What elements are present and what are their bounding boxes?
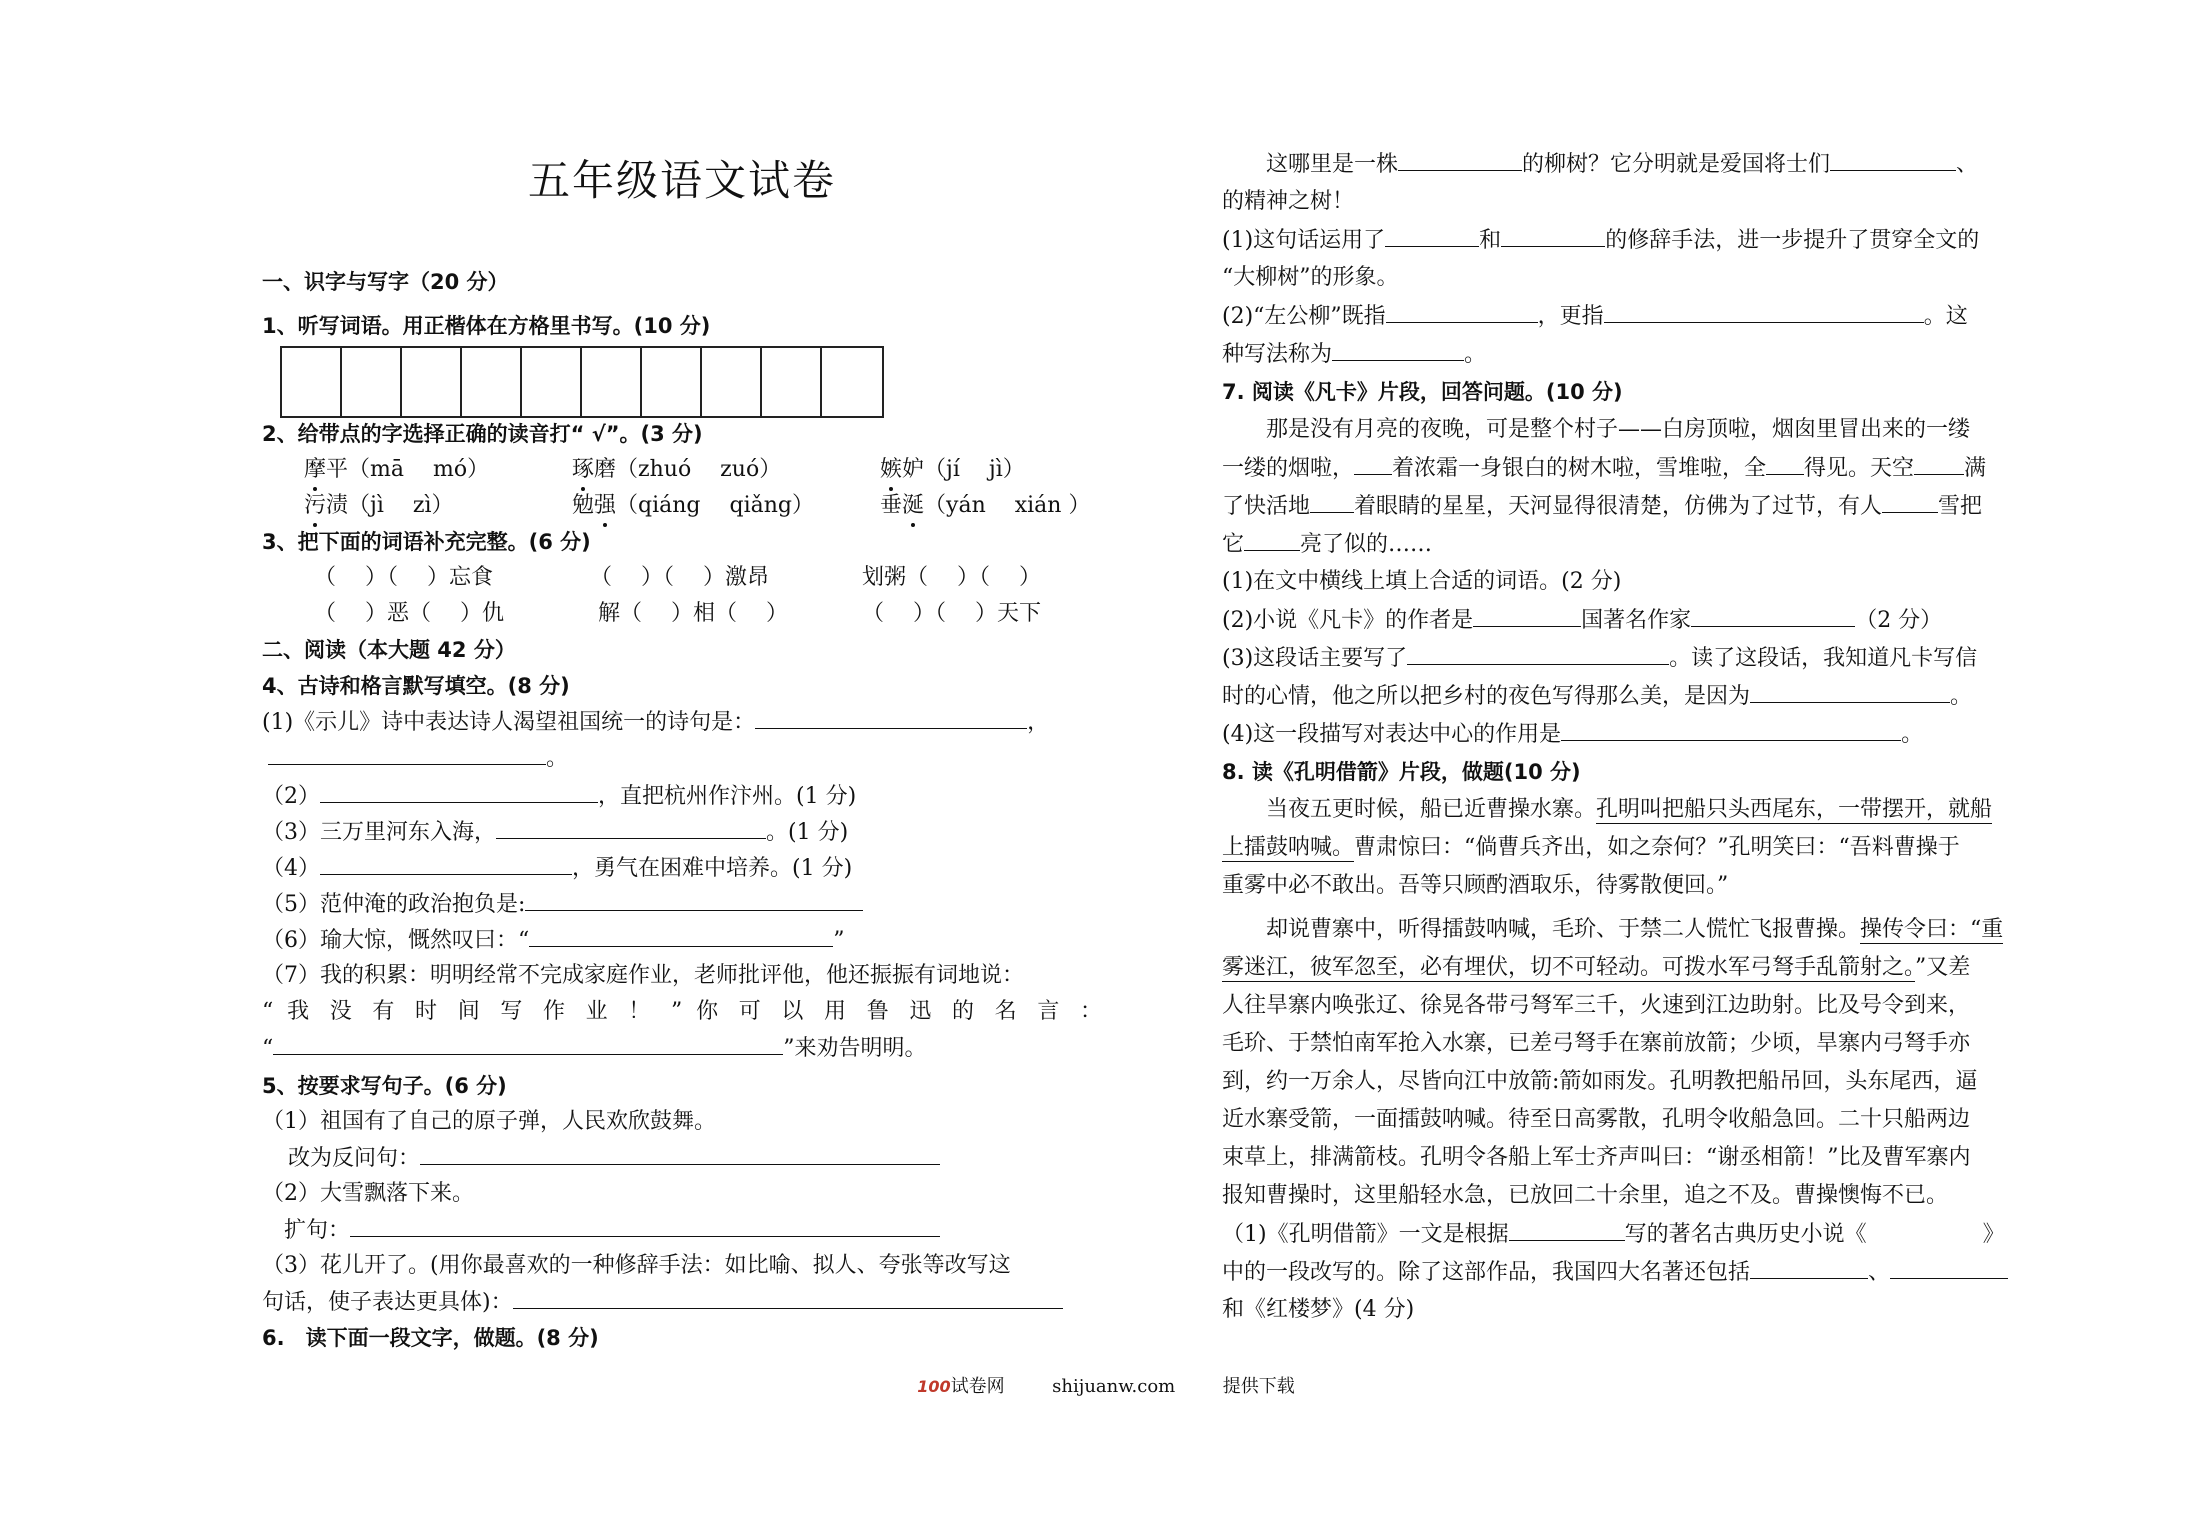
q7-item-3-cont: 时的心情，他之所以把乡村的夜色写得那么美，是因为 。	[1222, 680, 2052, 713]
underlined-sentence: 操传令曰：“重	[1860, 917, 2004, 942]
answer-blank[interactable]	[1914, 452, 1964, 475]
underlined-sentence: 上擂鼓呐喊。	[1222, 835, 1355, 860]
grid-cell[interactable]	[582, 348, 642, 416]
answer-blank[interactable]	[1830, 148, 1956, 171]
q8-passage-line-10: 束草上，排满箭枝。孔明令各船上军士齐声叫曰：“谢丞相箭！”比及曹军寨内	[1222, 1145, 1971, 1170]
q5-item-3-answer: 句话，使子表达更具体)：	[262, 1286, 1102, 1319]
q8-passage-line-4: 却说曹寨中，听得擂鼓呐喊，毛玠、于禁二人慌忙飞报曹操。操传令曰：“重	[1266, 917, 2004, 942]
q4-item-1: (1)《示儿》诗中表达诗人渴望祖国统一的诗句是： ，	[262, 706, 1102, 739]
answer-blank[interactable]	[1691, 604, 1855, 627]
q8-item-1-cont: 中的一段改写的。除了这部作品，我国四大名著还包括 、	[1222, 1256, 2052, 1289]
answer-blank[interactable]	[496, 816, 766, 839]
underlined-sentence: 雾迷江，彼军忽至，必有埋伏，切不可轻动。可拨水军弓弩手乱箭射之。	[1222, 955, 1916, 980]
answer-blank[interactable]	[529, 924, 833, 947]
q8-passage-line-6: 人往旱寨内唤张辽、徐晃各带弓弩军三千，火速到江边助射。比及号令到来，	[1222, 993, 1971, 1018]
page-title: 五年级语文试卷	[527, 156, 836, 205]
grid-cell[interactable]	[342, 348, 402, 416]
answer-blank[interactable]	[1244, 528, 1300, 551]
answer-blank[interactable]	[1750, 680, 1950, 703]
answer-blank[interactable]	[420, 1142, 940, 1165]
idiom-blank: （ ）恶（ ）仇	[314, 601, 504, 626]
question-6: 6. 读下面一段文字，做题。(8 分)	[262, 1326, 599, 1350]
idiom-blank: 解（ ）相（ ）	[598, 601, 788, 626]
answer-blank[interactable]	[320, 852, 572, 875]
answer-blank[interactable]	[755, 706, 1027, 729]
pinyin-item: 勉强（qiáng qiǎng）	[572, 490, 814, 522]
grid-cell[interactable]	[282, 348, 342, 416]
answer-blank[interactable]	[1890, 1256, 2008, 1279]
q6-passage-line-1: 这哪里是一株 的柳树？它分明就是爱国将士们 、	[1222, 148, 2052, 181]
idiom-blank: （ ）（ ）忘食	[314, 565, 493, 590]
answer-blank[interactable]	[513, 1286, 1063, 1309]
q8-passage-line-1: 当夜五更时候，船已近曹操水寨。孔明叫把船只头西尾东，一带摆开，就船	[1266, 797, 1993, 822]
q8-passage-line-5: 雾迷江，彼军忽至，必有埋伏，切不可轻动。可拨水军弓弩手乱箭射之。”又差	[1222, 955, 1971, 980]
q7-passage-line-3: 了快活地 着眼睛的星星，天河显得很清楚，仿佛为了过节，有人 雪把	[1222, 490, 2052, 523]
q8-item-1-end: 和《红楼梦》(4 分)	[1222, 1297, 1415, 1322]
q8-passage-line-8: 到，约一万余人，尽皆向江中放箭:箭如雨发。孔明教把船吊回，头东尾西，逼	[1222, 1069, 1978, 1094]
answer-blank[interactable]	[1386, 300, 1538, 323]
footer	[0, 1372, 2212, 1398]
answer-blank[interactable]	[1750, 1256, 1868, 1279]
answer-blank[interactable]	[268, 742, 546, 765]
grid-cell[interactable]	[702, 348, 762, 416]
answer-blank[interactable]	[525, 888, 863, 911]
q7-item-3: (3)这段话主要写了 。读了这段话，我知道凡卡写信	[1222, 642, 2052, 675]
q7-item-1: (1)在文中横线上填上合适的词语。(2 分)	[1222, 569, 1622, 594]
q8-passage-line-7: 毛玠、于禁怕南军抢入水寨，已差弓弩手在寨前放箭；少顷，旱寨内弓弩手亦	[1222, 1031, 1971, 1056]
section-1-heading: 一、识字与写字（20 分）	[262, 270, 509, 294]
grid-cell[interactable]	[642, 348, 702, 416]
grid-cell[interactable]	[762, 348, 822, 416]
q8-passage-line-2: 上擂鼓呐喊。曹肃惊曰：“倘曹兵齐出，如之奈何？”孔明笑曰：“吾料曹操于	[1222, 835, 1960, 860]
grid-cell[interactable]	[522, 348, 582, 416]
q5-item-1-answer: 改为反问句：	[262, 1142, 1102, 1175]
answer-blank[interactable]	[1473, 604, 1581, 627]
q4-item-7-quote: “ 我 没 有 时 间 写 作 业 ！ ” 你 可 以 用 鲁 迅 的 名 言 ：	[262, 999, 1102, 1024]
q7-passage-line-4: 它 亮了似的……	[1222, 528, 2052, 561]
pinyin-item: 垂涎（yán xián ）	[880, 490, 1090, 522]
q4-item-2: （2） ，直把杭州作汴州。(1 分)	[262, 780, 1102, 813]
question-3: 3、把下面的词语补充完整。(6 分)	[262, 530, 591, 554]
question-5: 5、按要求写句子。(6 分)	[262, 1074, 507, 1098]
pinyin-item: 嫉妒（jí jì）	[880, 454, 1025, 486]
q8-passage-line-3: 重雾中必不敢出。吾等只顾酌酒取乐，待雾散便回。”	[1222, 873, 1729, 898]
pinyin-item: 摩平（mā mó）	[304, 454, 489, 486]
q5-item-3: （3）花儿开了。(用你最喜欢的一种修辞手法：如比喻、拟人、夸张等改写这	[262, 1253, 1011, 1278]
q8-item-1: （1)《孔明借箭》一文是根据 写的著名古典历史小说《 》	[1222, 1218, 2052, 1251]
underlined-sentence: 孔明叫把船只头西尾东，一带摆开，就船	[1596, 797, 1993, 822]
answer-blank[interactable]	[1332, 338, 1464, 361]
q8-passage-line-9: 近水寨受箭，一面擂鼓呐喊。待至日高雾散，孔明令收船急回。二十只船两边	[1222, 1107, 1971, 1132]
writing-grid	[280, 346, 884, 418]
q7-passage-line-2: 一缕的烟啦， 着浓霜一身银白的树木啦，雪堆啦，全 得见。天空 满	[1222, 452, 2052, 485]
q4-item-7-answer: “ ”来劝告明明。	[262, 1032, 1102, 1065]
section-2-heading: 二、阅读（本大题 42 分）	[262, 638, 516, 662]
question-4: 4、古诗和格言默写填空。(8 分)	[262, 674, 570, 698]
q7-passage-line-1: 那是没有月亮的夜晚，可是整个村子——白房顶啦，烟囱里冒出来的一缕	[1266, 417, 1971, 442]
answer-blank[interactable]	[1385, 224, 1479, 247]
pinyin-item: 污渍（jì zì）	[304, 490, 454, 522]
answer-blank[interactable]	[1509, 1218, 1625, 1241]
q6-passage-line-2: 的精神之树！	[1222, 189, 1355, 214]
answer-blank[interactable]	[1407, 642, 1669, 665]
q6-item-1-cont: “大柳树”的形象。	[1222, 265, 1399, 290]
answer-blank[interactable]	[273, 1032, 783, 1055]
q7-item-2: (2)小说《凡卡》的作者是 国著名作家 （2 分）	[1222, 604, 2052, 637]
idiom-blank: （ ）（ ）激昂	[590, 565, 769, 590]
site-logo: 100	[917, 1377, 951, 1396]
question-1: 1、听写词语。用正楷体在方格里书写。(10 分)	[262, 314, 711, 338]
answer-blank[interactable]	[1501, 224, 1605, 247]
q4-item-7: （7）我的积累：明明经常不完成家庭作业，老师批评他，他还振振有词地说：	[262, 963, 1024, 988]
answer-blank[interactable]	[320, 780, 598, 803]
q4-item-5: （5）范仲淹的政治抱负是:	[262, 888, 1102, 921]
q6-item-2: (2)“左公柳”既指 ，更指 。这	[1222, 300, 2052, 333]
q4-item-3: （3）三万里河东入海， 。(1 分)	[262, 816, 1102, 849]
q4-item-1-cont: 。	[262, 742, 1102, 775]
grid-cell[interactable]	[402, 348, 462, 416]
q7-item-4: (4)这一段描写对表达中心的作用是 。	[1222, 718, 2052, 751]
grid-cell[interactable]	[462, 348, 522, 416]
q5-item-2: （2）大雪飘落下来。	[262, 1181, 474, 1206]
answer-blank[interactable]	[1354, 452, 1392, 475]
download-note: 提供下载	[1222, 1376, 1295, 1397]
q4-item-6: （6）瑜大惊，慨然叹曰：“ ”	[262, 924, 1102, 957]
answer-blank[interactable]	[1604, 300, 1924, 323]
answer-blank[interactable]	[350, 1214, 940, 1237]
pinyin-item: 琢磨（zhuó zuó）	[572, 454, 781, 486]
answer-blank[interactable]	[1882, 490, 1938, 513]
site-name: 试卷网	[950, 1376, 1005, 1397]
answer-blank[interactable]	[1398, 148, 1522, 171]
q8-passage-line-11: 报知曹操时，这里船轻水急，已放回二十余里，追之不及。曹操懊悔不已。	[1222, 1183, 1949, 1208]
q6-item-2-cont: 种写法称为 。	[1222, 338, 2052, 371]
site-domain[interactable]: shijuanw.com	[1052, 1376, 1176, 1397]
q4-item-4: （4） ，勇气在困难中培养。(1 分)	[262, 852, 1102, 885]
idiom-blank: （ ）（ ）天下	[862, 601, 1041, 626]
question-2: 2、给带点的字选择正确的读音打“ √”。(3 分)	[262, 422, 703, 446]
answer-blank[interactable]	[1766, 452, 1804, 475]
q6-item-1: (1)这句话运用了 和 的修辞手法，进一步提升了贯穿全文的	[1222, 224, 2052, 257]
q5-item-1: （1）祖国有了自己的原子弹，人民欢欣鼓舞。	[262, 1109, 716, 1134]
answer-blank[interactable]	[1310, 490, 1354, 513]
answer-blank[interactable]	[1561, 718, 1901, 741]
question-8: 8. 读《孔明借箭》片段，做题(10 分)	[1222, 760, 1581, 784]
grid-cell[interactable]	[822, 348, 882, 416]
q5-item-2-answer: 扩句：	[262, 1214, 1102, 1247]
idiom-blank: 划粥（ ）（ ）	[862, 565, 1041, 590]
question-7: 7. 阅读《凡卡》片段，回答问题。(10 分)	[1222, 380, 1623, 404]
